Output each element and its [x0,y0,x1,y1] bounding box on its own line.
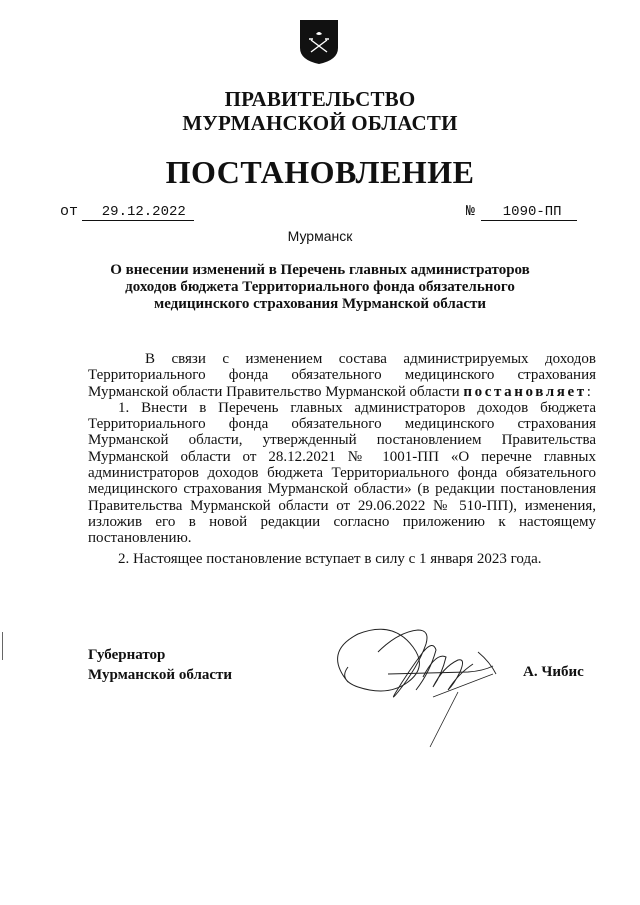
document-type: ПОСТАНОВЛЕНИЕ [165,154,475,190]
organization-name-line1: ПРАВИТЕЛЬСТВО [224,87,416,111]
organization-name-line2: МУРМАНСКОЙ ОБЛАСТИ [182,111,458,135]
number-value: 1090-ПП [481,204,577,221]
number-field [466,203,577,221]
city-name: Мурманск [287,228,353,244]
signatory-name: А. Чибис [523,664,584,680]
item-2: 2. Настоящее постановление вступает в силу с 1 января 2023 года. [118,550,542,567]
intro-text: В связи с изменением состава администрируемых доходов Территориального фонда обязательного медицинского страхования Мурманской области Правительство Мурманской области [88,351,596,400]
handwritten-signature [318,612,518,752]
signatory-position-line2: Мурманской области [88,667,233,683]
document-title: О внесении изменений в Перечень главных администраторов доходов бюджета Территориального фонда обязательного медицинского страхования Мурманской области [110,262,530,312]
coat-of-arms-icon [298,18,340,66]
decree-word: постановляет [463,383,587,400]
date-field [60,203,194,221]
intro-paragraph [88,351,596,400]
signatory-position [88,645,232,685]
item-1: 1. Внести в Перечень главных администраторов доходов бюджета Территориального фонда обязательного медицинского страхования Мурманской области, утвержденный постановлением Правительства Мурманской области от 28.12.2021 № 1001-ПП «О перечне главных администраторов доходов бюджета Территориального фонда обязательного медицинского страхования Мурманской области» (в редакции постановления Правительства Мурманской области от 29.06.2022 № 510-ПП), изменения, изложив его в новой редакции согласно приложению к настоящему постановлению. [88,399,596,547]
date-value: 29.12.2022 [82,204,194,221]
decree-colon: : [586,383,591,400]
signatory-position-line1: Губернатор [88,647,166,663]
margin-mark [2,632,3,660]
number-prefix: № [466,203,476,220]
document-body [88,351,596,567]
date-prefix: от [60,203,79,220]
